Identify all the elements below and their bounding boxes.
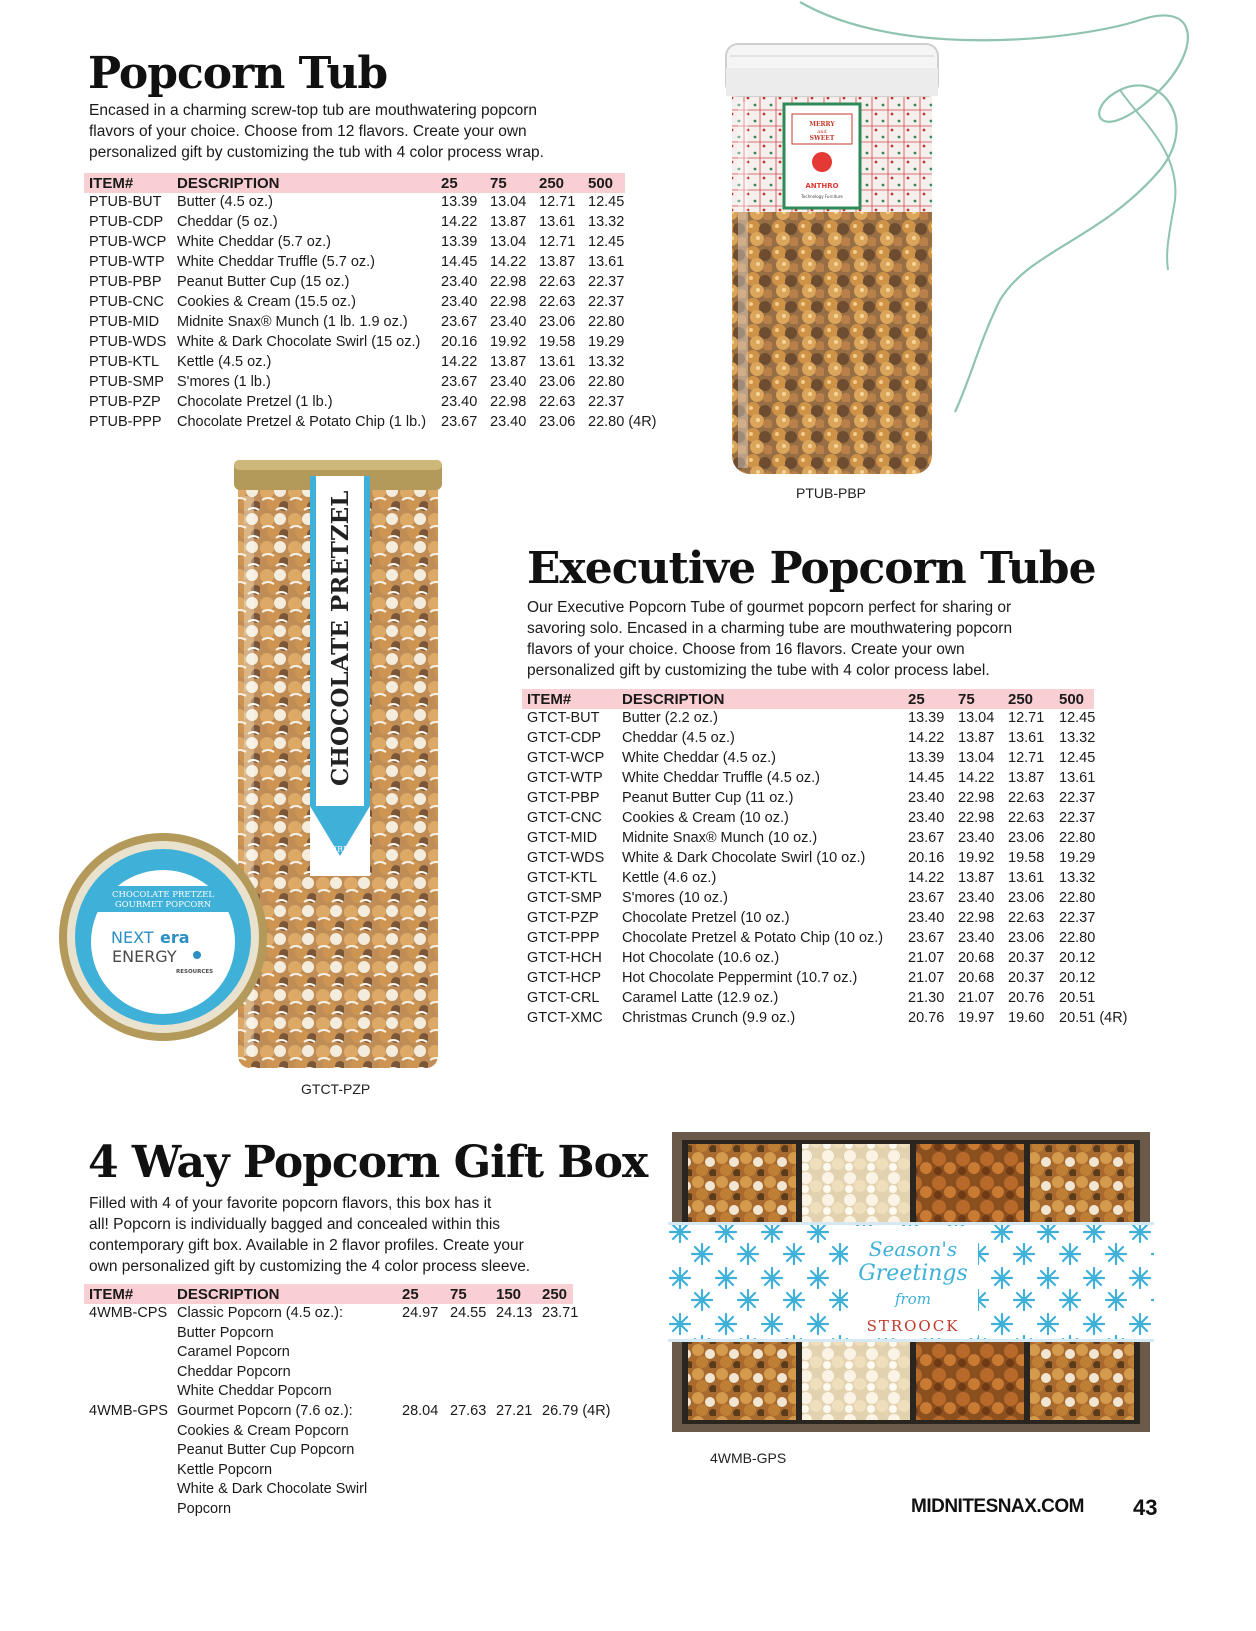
price-cell: 14.22 [908, 870, 945, 886]
table-row [84, 293, 675, 313]
popcorn-tub-title: Popcorn Tub [88, 48, 388, 99]
flavor-item: Cookies & Cream Popcorn [177, 1422, 349, 1439]
price-cell: 22.80 [1059, 830, 1096, 846]
executive-tube-title: Executive Popcorn Tube [527, 543, 1096, 594]
price-cell: 13.87 [490, 354, 527, 370]
price-cell: 23.67 [908, 930, 945, 946]
price-cell: 13.32 [1059, 730, 1096, 746]
item-number: GTCT-WCP [527, 750, 605, 766]
price-cell: 23.06 [539, 374, 576, 390]
table-row [84, 253, 675, 273]
popcorn-tub-price-table [84, 173, 675, 433]
price-cell: 23.67 [441, 414, 478, 430]
table-row [84, 193, 675, 213]
price-cell: 20.51 [1059, 990, 1096, 1006]
price-cell: 24.97 [402, 1305, 439, 1321]
price-cell: 20.68 [958, 950, 995, 966]
price-cell: 23.67 [908, 890, 945, 906]
item-description: Cookies & Cream (15.5 oz.) [177, 294, 356, 310]
profile-name: Classic Popcorn (4.5 oz.): [177, 1305, 344, 1321]
item-description: Midnite Snax® Munch (10 oz.) [622, 830, 818, 846]
item-description: Chocolate Pretzel & Potato Chip (10 oz.) [622, 930, 884, 946]
table-row [522, 889, 1136, 909]
profile-name: Gourmet Popcorn (7.6 oz.): [177, 1402, 353, 1419]
price-cell: 26.79 (4R) [542, 1402, 611, 1419]
table-row [84, 353, 675, 373]
price-cell: 20.76 [908, 1010, 945, 1026]
price-cell: 22.98 [958, 910, 995, 926]
price-cell: 21.30 [908, 990, 945, 1006]
price-cell: 23.06 [539, 414, 576, 430]
price-cell: 23.06 [1008, 930, 1045, 946]
price-cell: 13.87 [1008, 770, 1045, 786]
table-row [522, 829, 1136, 849]
lid-brand-energy: ENERGY [112, 947, 177, 966]
price-cell: 13.39 [441, 234, 478, 250]
price-cell: 13.04 [958, 750, 995, 766]
item-description: Cookies & Cream (10 oz.) [622, 810, 789, 826]
tub-label-and: and [817, 129, 827, 135]
price-cell: 19.92 [490, 334, 527, 350]
item-number: PTUB-PBP [89, 274, 162, 290]
price-cell: 22.63 [1008, 910, 1045, 926]
price-cell: 22.80 [588, 374, 625, 390]
gift-box-title: 4 Way Popcorn Gift Box [88, 1137, 648, 1188]
item-description: Cheddar (4.5 oz.) [622, 730, 735, 746]
price-cell: 22.80 (4R) [588, 414, 657, 430]
item-number: GTCT-PBP [527, 790, 600, 806]
item-number: PTUB-CDP [89, 214, 164, 230]
price-cell: 27.21 [496, 1402, 533, 1419]
popcorn-tub-photo-caption: PTUB-PBP [796, 485, 867, 501]
item-number: GTCT-HCP [527, 970, 602, 986]
price-cell: 22.98 [490, 294, 527, 310]
popcorn-tub-photo [720, 38, 945, 478]
price-cell: 13.32 [588, 214, 625, 230]
price-cell: 20.16 [908, 850, 945, 866]
item-description: White Cheddar Truffle (4.5 oz.) [622, 770, 820, 786]
item-number: GTCT-HCH [527, 950, 602, 966]
price-cell: 22.37 [1059, 910, 1096, 926]
item-description: Cheddar (5 oz.) [177, 214, 278, 230]
sleeve-seasons-text: Season's [868, 1237, 958, 1261]
gift-box-photo [668, 1128, 1154, 1436]
price-cell: 23.40 [441, 274, 478, 290]
table-row [522, 849, 1136, 869]
price-cell: 13.61 [1008, 730, 1045, 746]
table-row [522, 729, 1136, 749]
item-description: White Cheddar Truffle (5.7 oz.) [177, 254, 375, 270]
table-row [522, 929, 1136, 949]
item-number: GTCT-PZP [527, 910, 599, 926]
price-cell: 20.37 [1008, 950, 1045, 966]
table-header-row: ITEM# DESCRIPTION 25 75 250 500 [84, 173, 675, 193]
price-cell: 13.61 [1008, 870, 1045, 886]
price-cell: 23.06 [1008, 830, 1045, 846]
item-number: PTUB-WDS [89, 334, 167, 350]
sleeve-stroock-text: STROOCK [866, 1317, 960, 1335]
table-header-row: ITEM# DESCRIPTION 25 75 150 250 [84, 1284, 621, 1304]
price-cell: 22.37 [588, 394, 625, 410]
price-cell: 13.87 [958, 730, 995, 746]
item-description [172, 1402, 399, 1520]
table-row [522, 969, 1136, 989]
price-cell: 24.13 [496, 1305, 533, 1321]
item-number: 4WMB-CPS [89, 1305, 168, 1321]
price-cell: 12.71 [1008, 710, 1045, 726]
price-cell: 23.40 [441, 394, 478, 410]
price-cell: 22.63 [539, 294, 576, 310]
table-row [522, 909, 1136, 929]
price-cell: 12.45 [1059, 710, 1096, 726]
price-cell: 22.37 [1059, 790, 1096, 806]
flavor-item: White Cheddar Popcorn [177, 1383, 332, 1400]
price-cell: 13.87 [490, 214, 527, 230]
price-cell: 19.60 [1008, 1010, 1045, 1026]
price-cell: 20.12 [1059, 970, 1096, 986]
price-cell: 22.98 [490, 274, 527, 290]
price-cell: 22.80 [1059, 930, 1096, 946]
price-cell: 13.04 [958, 710, 995, 726]
price-cell: 23.40 [908, 790, 945, 806]
price-cell: 23.40 [490, 374, 527, 390]
table-row [84, 1402, 621, 1520]
item-number: GTCT-XMC [527, 1010, 603, 1026]
item-description: S'mores (1 lb.) [177, 374, 271, 390]
item-description: Butter (2.2 oz.) [622, 710, 718, 726]
item-description [172, 1304, 399, 1402]
item-number: PTUB-BUT [89, 194, 162, 210]
price-cell: 21.07 [958, 990, 995, 1006]
item-description: Kettle (4.6 oz.) [622, 870, 717, 886]
price-cell: 23.40 [490, 314, 527, 330]
item-number: GTCT-WDS [527, 850, 605, 866]
price-cell: 23.71 [542, 1305, 579, 1321]
tube-label-text: CHOCOLATE PRETZEL [327, 490, 354, 786]
item-description: Peanut Butter Cup (11 oz.) [622, 790, 794, 806]
item-description: White Cheddar (5.7 oz.) [177, 234, 331, 250]
item-number: PTUB-PPP [89, 414, 162, 430]
table-header-row: ITEM# DESCRIPTION 25 75 250 500 [522, 689, 1136, 709]
gift-box-photo-caption: 4WMB-GPS [710, 1450, 787, 1466]
item-description: Christmas Crunch (9.9 oz.) [622, 1010, 796, 1026]
price-cell: 19.58 [539, 334, 576, 350]
price-cell: 13.32 [1059, 870, 1096, 886]
price-cell: 13.39 [441, 194, 478, 210]
table-row [522, 989, 1136, 1009]
price-cell: 20.37 [1008, 970, 1045, 986]
price-cell: 22.63 [1008, 810, 1045, 826]
item-description: Kettle (4.5 oz.) [177, 354, 272, 370]
price-cell: 22.63 [539, 274, 576, 290]
price-cell: 23.40 [490, 414, 527, 430]
price-cell: 12.71 [539, 194, 576, 210]
price-cell: 28.04 [402, 1402, 439, 1419]
price-cell: 22.63 [1008, 790, 1045, 806]
flavor-item: Butter Popcorn [177, 1324, 274, 1341]
price-cell: 13.61 [539, 354, 576, 370]
item-number: PTUB-WCP [89, 234, 167, 250]
executive-tube-photo-caption: GTCT-PZP [301, 1081, 371, 1097]
sleeve-greetings-text: Greetings [858, 1261, 968, 1286]
flavor-item: Kettle Popcorn [177, 1461, 273, 1478]
table-row [84, 313, 675, 333]
price-cell: 23.40 [908, 810, 945, 826]
tube-sublabel-popcorn: POPCORN [318, 856, 362, 865]
price-cell: 12.45 [1059, 750, 1096, 766]
lid-brand-era: era [160, 928, 190, 947]
price-cell: 19.29 [588, 334, 625, 350]
price-cell: 13.32 [588, 354, 625, 370]
table-row [522, 809, 1136, 829]
table-row [522, 709, 1136, 729]
lid-text-line2: GOURMET POPCORN [114, 900, 212, 910]
lid-brand-next: NEXT [111, 928, 154, 947]
item-number: GTCT-WTP [527, 770, 603, 786]
lid-text-line1: CHOCOLATE PRETZEL [112, 890, 214, 900]
item-number: GTCT-BUT [527, 710, 600, 726]
price-cell: 22.98 [958, 810, 995, 826]
price-cell: 13.04 [490, 194, 527, 210]
price-cell: 27.63 [450, 1402, 487, 1419]
table-row [522, 1009, 1136, 1029]
lid-brand-resources: RESOURCES [176, 969, 214, 975]
price-cell: 14.22 [441, 354, 478, 370]
item-description: Peanut Butter Cup (15 oz.) [177, 274, 350, 290]
item-number: GTCT-MID [527, 830, 598, 846]
item-number: GTCT-CNC [527, 810, 602, 826]
price-cell: 21.07 [908, 950, 945, 966]
item-number: GTCT-CDP [527, 730, 602, 746]
item-description: Chocolate Pretzel & Potato Chip (1 lb.) [177, 414, 427, 430]
price-cell: 13.39 [908, 750, 945, 766]
item-number: PTUB-WTP [89, 254, 165, 270]
item-description: White Cheddar (4.5 oz.) [622, 750, 776, 766]
table-row [522, 769, 1136, 789]
price-cell: 22.37 [588, 294, 625, 310]
price-cell: 13.61 [539, 214, 576, 230]
price-cell: 21.07 [908, 970, 945, 986]
flavor-item: Popcorn [177, 1500, 232, 1517]
item-description: White & Dark Chocolate Swirl (10 oz.) [622, 850, 866, 866]
price-cell: 23.40 [958, 890, 995, 906]
price-cell: 12.71 [1008, 750, 1045, 766]
price-cell: 12.45 [588, 194, 625, 210]
table-row [522, 869, 1136, 889]
page-number: 43 [1133, 1495, 1158, 1520]
price-cell: 12.71 [539, 234, 576, 250]
price-cell: 19.29 [1059, 850, 1096, 866]
price-cell: 23.06 [539, 314, 576, 330]
item-description: Hot Chocolate (10.6 oz.) [622, 950, 780, 966]
price-cell: 23.06 [1008, 890, 1045, 906]
popcorn-tub-intro: Encased in a charming screw-top tub are mouthwatering popcorn flavors of your choice. Choose from 12 flavors. Create your own personalized gift by customizing the tub with 4 color process wrap. [89, 102, 544, 161]
table-row [522, 789, 1136, 809]
table-row [84, 1304, 621, 1402]
item-number: 4WMB-GPS [89, 1402, 168, 1419]
price-cell: 12.45 [588, 234, 625, 250]
item-number: PTUB-MID [89, 314, 160, 330]
price-cell: 24.55 [450, 1305, 487, 1321]
item-description: Chocolate Pretzel (10 oz.) [622, 910, 790, 926]
price-cell: 22.37 [1059, 810, 1096, 826]
executive-tube-intro: Our Executive Popcorn Tube of gourmet popcorn perfect for sharing or savoring solo. Encased in a charming tube are mouthwatering popcorn flavors of your choice. Choose from 16 flavors. Create your own personalized gift by customizing the tube with 4 color process label. [527, 599, 1013, 679]
tub-label-merry: MERRY [809, 121, 835, 128]
price-cell: 23.40 [958, 930, 995, 946]
price-cell: 22.80 [1059, 890, 1096, 906]
item-number: GTCT-SMP [527, 890, 602, 906]
price-cell: 13.87 [539, 254, 576, 270]
price-cell: 14.45 [908, 770, 945, 786]
price-cell: 20.51 (4R) [1059, 1010, 1128, 1026]
tub-label-sweet: SWEET [809, 135, 835, 142]
price-cell: 23.67 [441, 314, 478, 330]
tub-label-tagline: Technology Furniture [801, 194, 843, 199]
item-number: GTCT-KTL [527, 870, 598, 886]
flavor-item: Peanut Butter Cup Popcorn [177, 1442, 355, 1459]
price-cell: 22.80 [588, 314, 625, 330]
item-description: Midnite Snax® Munch (1 lb. 1.9 oz.) [177, 314, 408, 330]
price-cell: 23.40 [441, 294, 478, 310]
item-description: Butter (4.5 oz.) [177, 194, 273, 210]
flavor-item: White & Dark Chocolate Swirl [177, 1481, 368, 1498]
flavor-item: Caramel Popcorn [177, 1344, 290, 1361]
executive-tube-lid-photo [56, 830, 270, 1044]
price-cell: 13.04 [490, 234, 527, 250]
table-row [84, 333, 675, 353]
table-row [522, 949, 1136, 969]
price-cell: 23.67 [441, 374, 478, 390]
table-row [84, 413, 675, 433]
sleeve-from-text: from [895, 1290, 931, 1308]
tube-sublabel-gourmet: GOURMET [317, 845, 363, 854]
item-number: PTUB-SMP [89, 374, 164, 390]
table-row [84, 213, 675, 233]
table-row [84, 393, 675, 413]
footer-website[interactable]: MIDNITESNAX.COM [911, 1496, 1084, 1517]
tub-label-brand: ANTHRO [805, 182, 839, 190]
price-cell: 14.22 [441, 214, 478, 230]
price-cell: 14.22 [908, 730, 945, 746]
price-cell: 14.22 [958, 770, 995, 786]
gift-box-price-table [84, 1284, 621, 1520]
table-row [84, 233, 675, 253]
price-cell: 20.12 [1059, 950, 1096, 966]
price-cell: 23.40 [958, 830, 995, 846]
price-cell: 22.98 [490, 394, 527, 410]
item-description: Caramel Latte (12.9 oz.) [622, 990, 779, 1006]
item-description: Chocolate Pretzel (1 lb.) [177, 394, 333, 410]
price-cell: 13.61 [588, 254, 625, 270]
gift-box-intro: Filled with 4 of your favorite popcorn flavors, this box has it all! Popcorn is individually bagged and concealed within this contemporary gift box. Available in 2 flavor profiles. Create your own personalized gift by customizing the 4 color process sleeve. [89, 1195, 531, 1275]
price-cell: 23.67 [908, 830, 945, 846]
executive-tube-price-table [522, 689, 1136, 1029]
price-cell: 20.76 [1008, 990, 1045, 1006]
price-cell: 14.45 [441, 254, 478, 270]
item-number: PTUB-KTL [89, 354, 160, 370]
item-number: GTCT-CRL [527, 990, 600, 1006]
item-number: PTUB-CNC [89, 294, 164, 310]
price-cell: 14.22 [490, 254, 527, 270]
price-cell: 13.61 [1059, 770, 1096, 786]
price-cell: 19.58 [1008, 850, 1045, 866]
flavor-item: Cheddar Popcorn [177, 1363, 291, 1380]
price-cell: 22.37 [588, 274, 625, 290]
item-number: GTCT-PPP [527, 930, 600, 946]
table-row [522, 749, 1136, 769]
price-cell: 20.68 [958, 970, 995, 986]
item-description: White & Dark Chocolate Swirl (15 oz.) [177, 334, 421, 350]
price-cell: 22.98 [958, 790, 995, 806]
price-cell: 22.63 [539, 394, 576, 410]
price-cell: 19.92 [958, 850, 995, 866]
item-description: S'mores (10 oz.) [622, 890, 728, 906]
table-row [84, 273, 675, 293]
item-description: Hot Chocolate Peppermint (10.7 oz.) [622, 970, 858, 986]
table-row [84, 373, 675, 393]
price-cell: 23.40 [908, 910, 945, 926]
item-number: PTUB-PZP [89, 394, 161, 410]
price-cell: 20.16 [441, 334, 478, 350]
price-cell: 13.39 [908, 710, 945, 726]
price-cell: 13.87 [958, 870, 995, 886]
price-cell: 19.97 [958, 1010, 995, 1026]
